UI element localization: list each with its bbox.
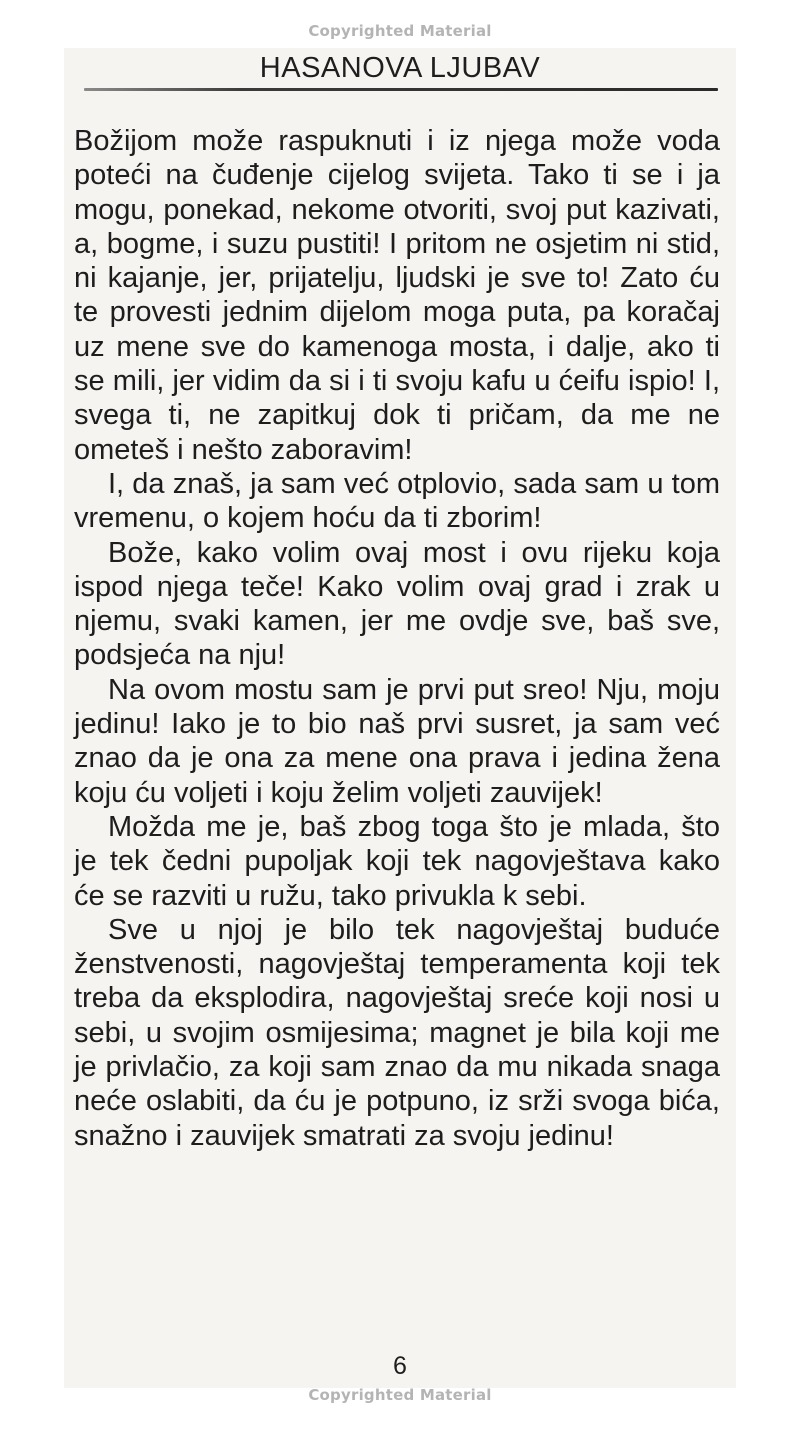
- paragraph: Na ovom mostu sam je prvi put sreo! Nju, moju jedinu! Iako je to bio naš prvi susret, ja sam već znao da je ona za mene ona prava i jedina žena koju ću voljeti i koju želim voljeti zauvijek!: [74, 673, 720, 809]
- paragraph: Bože, kako volim ovaj most i ovu rijeku koja ispod njega teče! Kako volim ovaj grad i zrak u njemu, svaki kamen, jer me ovdje sve, baš sve, podsjeća na nju!: [74, 536, 720, 672]
- running-title: HASANOVA LJUBAV: [259, 52, 541, 84]
- book-page: [64, 48, 736, 1388]
- paragraph: I, da znaš, ja sam već otplovio, sada sam u tom vremenu, o kojem hoću da ti zborim!: [74, 467, 720, 535]
- paragraph: Možda me je, baš zbog toga što je mlada, što je tek čedni pupoljak koji tek nagovještava kako će se razviti u ružu, tako privukla k sebi.: [74, 810, 720, 912]
- header-rule: [84, 88, 718, 91]
- paragraph-continued: Božijom može raspuknuti i iz njega može voda poteći na čuđenje cijelog svijeta. Tako ti se i ja mogu, ponekad, nekome otvoriti, svoj put kazivati, a, bogme, i suzu pustiti! I pritom ne osjetim ni stid, ni kajanje, jer, prijatelju, ljudski je sve to! Zato ću te provesti jednim dijelom moga puta, pa koračaj uz mene sve do kamenoga mosta, i dalje, ako ti se mili, jer vidim da si i ti svoju kafu u ćeifu ispio! I, svega ti, ne zapitkuj dok ti pričam, da me ne ometeš i nešto zaboravim!: [74, 125, 720, 466]
- paragraph: Sve u njoj je bilo tek nagovještaj buduće ženstvenosti, nagovještaj temperamenta koji tek treba da eksplodira, nagovještaj sreće koji nosi u sebi, u svojim osmijesima; magnet je bila koji me je privlačio, za koji sam znao da mu nikada snaga neće oslabiti, da ću je potpuno, iz srži svoga bića, snažno i zauvijek smatrati za svoju jedinu!: [74, 913, 720, 1152]
- copyright-watermark-bottom: Copyrighted Material: [308, 1386, 492, 1404]
- copyright-watermark-top: Copyrighted Material: [308, 22, 492, 40]
- page-number: 6: [393, 1352, 407, 1380]
- page-body: [74, 124, 720, 1153]
